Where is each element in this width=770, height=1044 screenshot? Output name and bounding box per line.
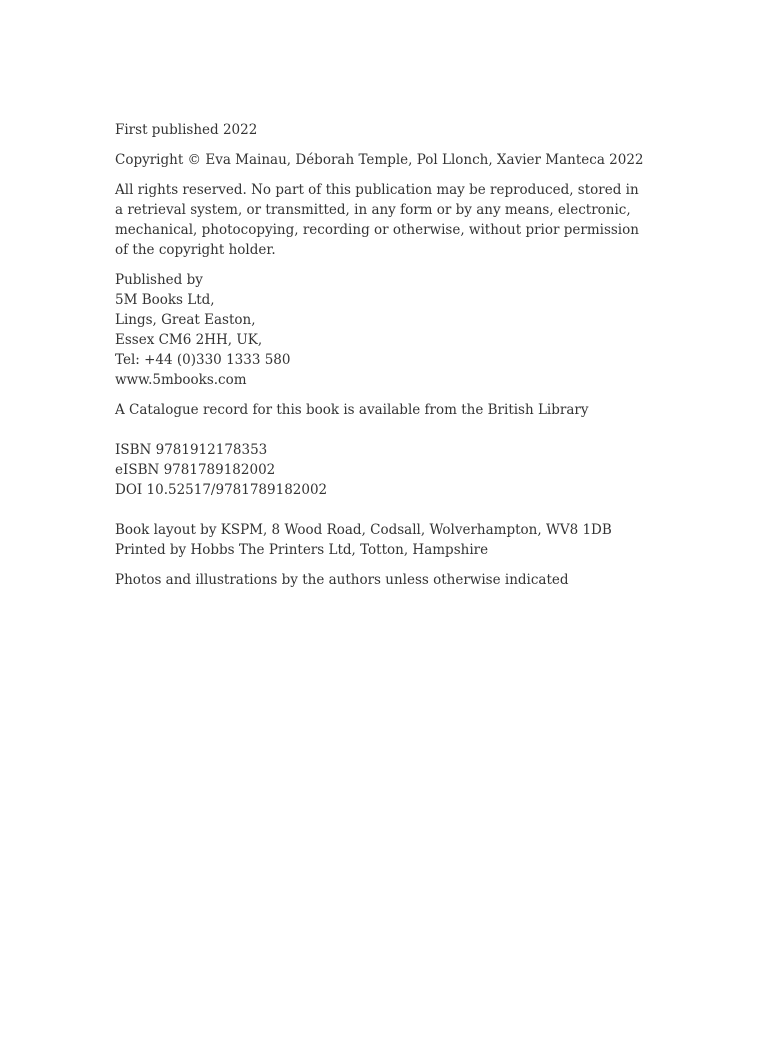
copyright-text: Copyright © Eva Mainau, Déborah Temple, Pol Llonch, Xavier Manteca 2022 [115,152,644,168]
publisher-address-line: Lings, Great Easton, [115,312,256,328]
publisher-website: www.5mbooks.com [115,372,247,388]
production-credits [115,520,655,560]
isbn: ISBN 9781912178353 [115,442,268,458]
rights-reserved-paragraph [115,180,655,260]
publisher-address-line: Essex CM6 2HH, UK, [115,332,263,348]
published-by-label: Published by [115,272,203,288]
photos-credit-text: Photos and illustrations by the authors unless otherwise indicated [115,572,569,588]
rights-line: All rights reserved. No part of this publication may be reproduced, stored in [115,182,639,198]
first-published-text: First published 2022 [115,122,258,138]
publisher-phone: Tel: +44 (0)330 1333 580 [115,352,291,368]
publisher-name: 5M Books Ltd, [115,292,215,308]
photos-credit [115,570,655,590]
doi: DOI 10.52517/9781789182002 [115,482,328,498]
identifiers-block [115,440,655,500]
first-published-note [115,120,655,140]
layout-credit: Book layout by KSPM, 8 Wood Road, Codsall, Wolverhampton, WV8 1DB [115,522,612,538]
eisbn: eISBN 9781789182002 [115,462,276,478]
rights-line: a retrieval system, or transmitted, in any form or by any means, electronic, [115,202,631,218]
publisher-block [115,270,655,390]
copyright-notice [115,150,655,170]
rights-line: of the copyright holder. [115,242,276,258]
rights-line: mechanical, photocopying, recording or otherwise, without prior permission [115,222,639,238]
catalogue-text: A Catalogue record for this book is available from the British Library [115,402,589,418]
catalogue-record-note [115,400,655,420]
printer-credit: Printed by Hobbs The Printers Ltd, Totton, Hampshire [115,542,489,558]
